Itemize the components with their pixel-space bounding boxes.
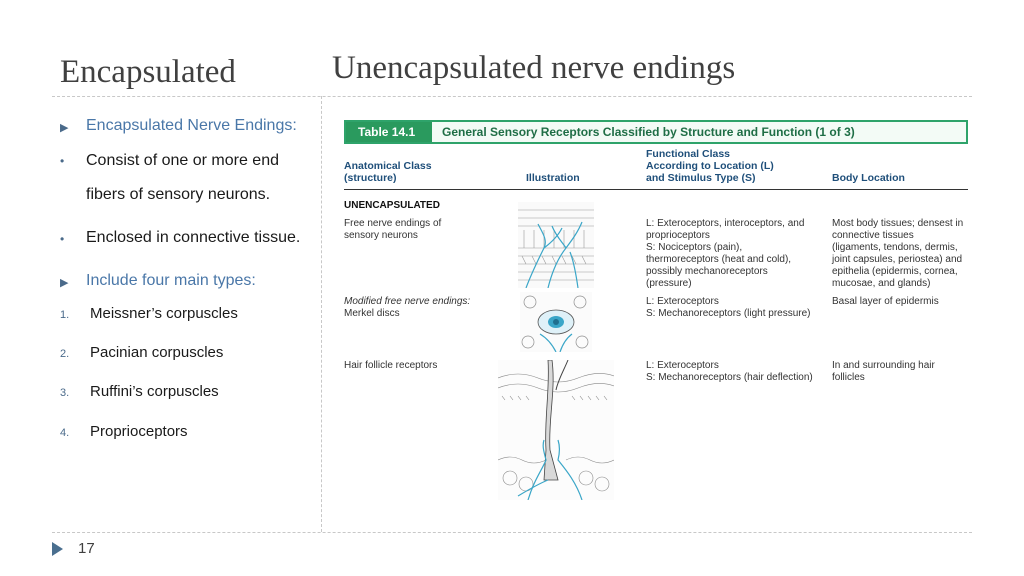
column-divider	[321, 96, 322, 532]
sensory-receptor-table-figure	[336, 114, 972, 506]
col-header-illustration: Illustration	[526, 172, 580, 184]
list-item: Meissner’s corpuscles	[90, 305, 238, 322]
table-title-bar	[344, 120, 968, 144]
r2-function-line: S: Mechanoreceptors (light pressure)	[646, 308, 811, 319]
r2-location: Basal layer of epidermis	[832, 296, 939, 307]
list-number: 4.	[60, 427, 70, 439]
types-heading: Include four main types:	[86, 272, 256, 289]
arrow-bullet-icon: ▶	[60, 277, 69, 289]
r1-structure-l2: sensory neurons	[344, 230, 418, 241]
col-header-anatomical-l2: (structure)	[344, 172, 397, 184]
slide-title-right: Unencapsulated nerve endings	[332, 50, 736, 86]
list-number: 1.	[60, 309, 70, 321]
dot-bullet-icon: •	[60, 232, 65, 246]
r2-structure-l2: Merkel discs	[344, 308, 400, 319]
footer-divider	[52, 532, 972, 533]
bullet1-line1: Consist of one or more end	[86, 152, 279, 169]
r1-function-line: S: Nociceptors (pain),	[646, 242, 743, 253]
r2-function-line: L: Exteroceptors	[646, 296, 719, 307]
page-number: 17	[78, 540, 95, 557]
bullet2: Enclosed in connective tissue.	[86, 229, 301, 246]
col-header-anatomical-l1: Anatomical Class	[344, 160, 432, 172]
r2-structure-l1: Modified free nerve endings:	[344, 296, 471, 307]
table-number-badge: Table 14.1	[346, 122, 432, 142]
slide-title-left: Encapsulated	[60, 54, 236, 90]
r3-function-line: L: Exteroceptors	[646, 360, 719, 371]
footer-triangle-icon	[52, 542, 63, 556]
free-nerve-endings-illustration	[518, 202, 594, 288]
encapsulated-heading: Encapsulated Nerve Endings:	[86, 117, 297, 134]
r1-function-line: (pressure)	[646, 278, 692, 289]
list-item: Proprioceptors	[90, 423, 188, 440]
col-header-functional-l1: Functional Class	[646, 148, 731, 160]
r3-structure: Hair follicle receptors	[344, 360, 438, 371]
r3-function-line: S: Mechanoreceptors (hair deflection)	[646, 372, 813, 383]
merkel-disc-illustration	[520, 292, 592, 352]
r1-structure-l1: Free nerve endings of	[344, 218, 442, 229]
r1-location-line: (ligaments, tendons, dermis,	[832, 242, 958, 253]
table-title: General Sensory Receptors Classified by Structure and Function (1 of 3)	[442, 125, 855, 139]
r3-location-line: follicles	[832, 372, 865, 383]
r1-function-line: possibly mechanoreceptors	[646, 266, 768, 277]
list-item: Ruffini’s corpuscles	[90, 383, 219, 400]
col-header-functional-l3: and Stimulus Type (S)	[646, 172, 756, 184]
arrow-bullet-icon: ▶	[60, 122, 69, 134]
title-divider	[52, 96, 972, 97]
r1-location-line: epithelia (epidermis, cornea,	[832, 266, 958, 277]
r3-location-line: In and surrounding hair	[832, 360, 935, 371]
section-label: UNENCAPSULATED	[344, 200, 440, 211]
r1-location-line: joint capsules, periostea) and	[832, 254, 963, 265]
r1-function-line: L: Exteroceptors, interoceptors, and	[646, 218, 805, 229]
list-number: 2.	[60, 348, 70, 360]
r1-function-line: thermoreceptors (heat and cold),	[646, 254, 792, 265]
r1-function-line: proprioceptors	[646, 230, 710, 241]
r1-location-line: mucosae, and glands)	[832, 278, 931, 289]
list-number: 3.	[60, 387, 70, 399]
list-item: Pacinian corpuscles	[90, 344, 224, 361]
dot-bullet-icon: •	[60, 154, 65, 168]
header-rule	[344, 189, 968, 190]
r1-location-line: Most body tissues; densest in	[832, 218, 964, 229]
hair-follicle-illustration	[498, 360, 614, 500]
bullet1-line2: fibers of sensory neurons.	[86, 186, 271, 203]
col-header-functional-l2: According to Location (L)	[646, 160, 774, 172]
col-header-body-location: Body Location	[832, 172, 905, 184]
r1-location-line: connective tissues	[832, 230, 914, 241]
